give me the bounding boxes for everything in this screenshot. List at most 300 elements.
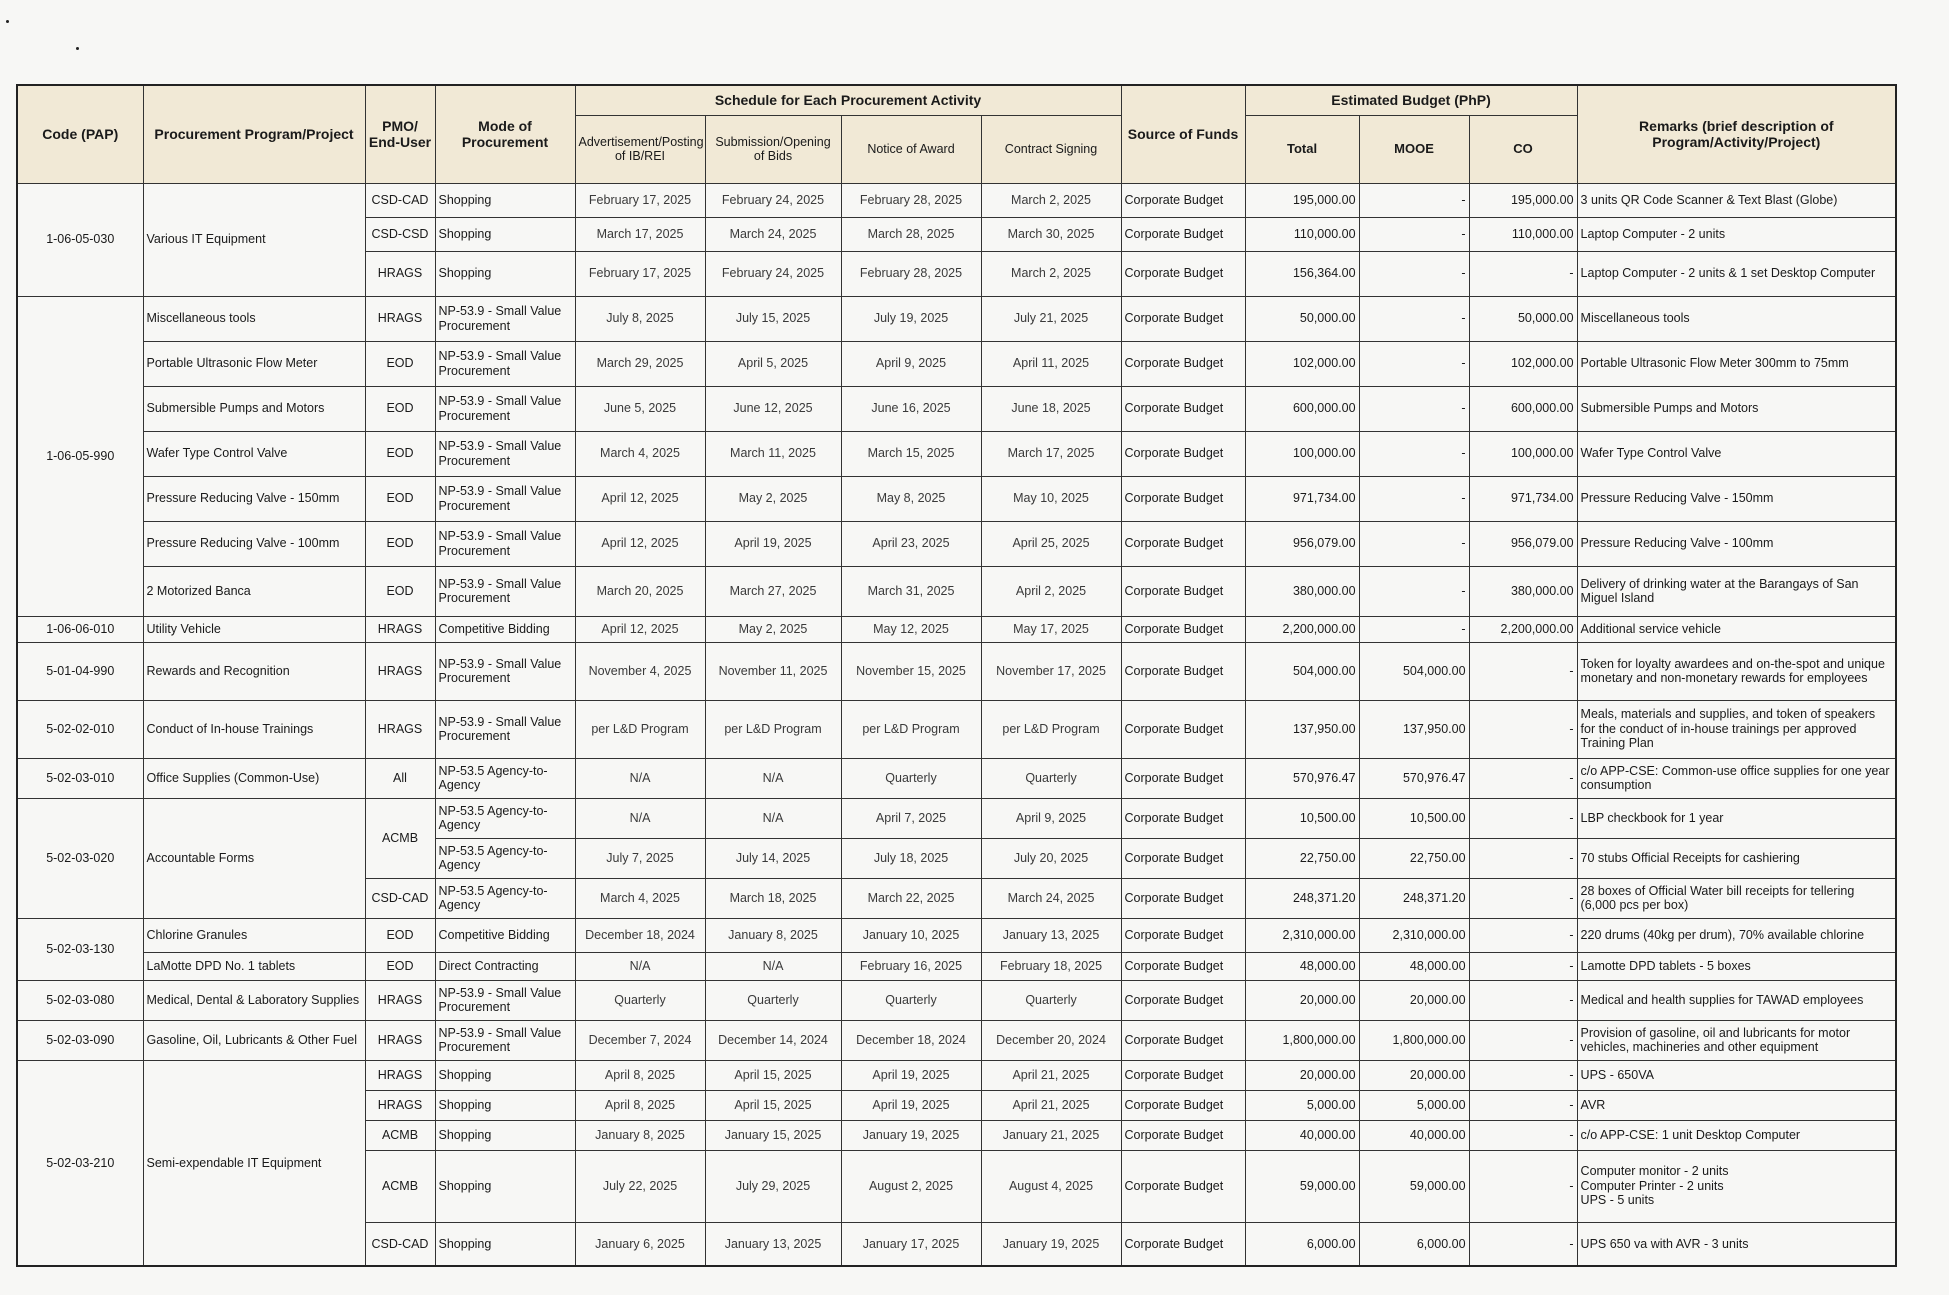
- cell-remarks: c/o APP-CSE: 1 unit Desktop Computer: [1577, 1120, 1896, 1150]
- cell-notice-of-award-date: April 7, 2025: [841, 798, 981, 838]
- cell-source-of-funds: Corporate Budget: [1121, 1090, 1245, 1120]
- cell-code: 5-02-03-090: [17, 1020, 143, 1060]
- cell-source-of-funds: Corporate Budget: [1121, 183, 1245, 217]
- cell-co: -: [1469, 838, 1577, 878]
- cell-source-of-funds: Corporate Budget: [1121, 980, 1245, 1020]
- cell-advertisement-date: December 7, 2024: [575, 1020, 705, 1060]
- cell-submission-date: November 11, 2025: [705, 642, 841, 700]
- cell-mode: Direct Contracting: [435, 952, 575, 980]
- cell-contract-signing-date: July 21, 2025: [981, 296, 1121, 341]
- cell-program: Medical, Dental & Laboratory Supplies: [143, 980, 365, 1020]
- cell-contract-signing-date: Quarterly: [981, 758, 1121, 798]
- cell-program: Pressure Reducing Valve - 100mm: [143, 521, 365, 566]
- cell-co: 971,734.00: [1469, 476, 1577, 521]
- cell-contract-signing-date: April 11, 2025: [981, 341, 1121, 386]
- cell-contract-signing-date: April 2, 2025: [981, 566, 1121, 616]
- cell-remarks: Delivery of drinking water at the Barangays of San Miguel Island: [1577, 566, 1896, 616]
- table-row: [17, 431, 1896, 476]
- header-mooe: MOOE: [1359, 115, 1469, 183]
- cell-code: 5-02-03-020: [17, 798, 143, 918]
- cell-mooe: 6,000.00: [1359, 1222, 1469, 1266]
- cell-mode: Competitive Bidding: [435, 918, 575, 952]
- cell-co: 50,000.00: [1469, 296, 1577, 341]
- cell-mode: NP-53.5 Agency-to-Agency: [435, 798, 575, 838]
- cell-notice-of-award-date: November 15, 2025: [841, 642, 981, 700]
- cell-submission-date: N/A: [705, 798, 841, 838]
- cell-submission-date: February 24, 2025: [705, 183, 841, 217]
- cell-total: 2,310,000.00: [1245, 918, 1359, 952]
- cell-contract-signing-date: May 10, 2025: [981, 476, 1121, 521]
- cell-advertisement-date: January 6, 2025: [575, 1222, 705, 1266]
- cell-mooe: -: [1359, 431, 1469, 476]
- cell-notice-of-award-date: December 18, 2024: [841, 1020, 981, 1060]
- cell-advertisement-date: March 20, 2025: [575, 566, 705, 616]
- cell-contract-signing-date: December 20, 2024: [981, 1020, 1121, 1060]
- cell-source-of-funds: Corporate Budget: [1121, 1222, 1245, 1266]
- cell-mooe: 2,310,000.00: [1359, 918, 1469, 952]
- cell-source-of-funds: Corporate Budget: [1121, 566, 1245, 616]
- cell-source-of-funds: Corporate Budget: [1121, 1120, 1245, 1150]
- cell-notice-of-award-date: May 8, 2025: [841, 476, 981, 521]
- cell-advertisement-date: July 7, 2025: [575, 838, 705, 878]
- cell-pmo: EOD: [365, 566, 435, 616]
- header-code: Code (PAP): [17, 85, 143, 183]
- cell-remarks: Pressure Reducing Valve - 100mm: [1577, 521, 1896, 566]
- cell-submission-date: May 2, 2025: [705, 616, 841, 642]
- cell-program: Chlorine Granules: [143, 918, 365, 952]
- cell-total: 40,000.00: [1245, 1120, 1359, 1150]
- header-remarks: Remarks (brief description of Program/Activity/Project): [1577, 85, 1896, 183]
- cell-co: 2,200,000.00: [1469, 616, 1577, 642]
- cell-remarks: Token for loyalty awardees and on-the-spot and unique monetary and non-monetary rewards for employees: [1577, 642, 1896, 700]
- cell-submission-date: December 14, 2024: [705, 1020, 841, 1060]
- table-row: [17, 1060, 1896, 1090]
- cell-source-of-funds: Corporate Budget: [1121, 918, 1245, 952]
- cell-mode: NP-53.9 - Small Value Procurement: [435, 980, 575, 1020]
- cell-notice-of-award-date: January 10, 2025: [841, 918, 981, 952]
- cell-remarks: 70 stubs Official Receipts for cashiering: [1577, 838, 1896, 878]
- cell-mode: NP-53.9 - Small Value Procurement: [435, 476, 575, 521]
- cell-pmo: EOD: [365, 952, 435, 980]
- cell-source-of-funds: Corporate Budget: [1121, 1060, 1245, 1090]
- cell-total: 102,000.00: [1245, 341, 1359, 386]
- cell-mode: NP-53.9 - Small Value Procurement: [435, 431, 575, 476]
- cell-program: Semi-expendable IT Equipment: [143, 1060, 365, 1266]
- cell-total: 100,000.00: [1245, 431, 1359, 476]
- cell-pmo: CSD-CSD: [365, 217, 435, 251]
- cell-mooe: 5,000.00: [1359, 1090, 1469, 1120]
- cell-total: 2,200,000.00: [1245, 616, 1359, 642]
- cell-co: 956,079.00: [1469, 521, 1577, 566]
- cell-mode: NP-53.5 Agency-to-Agency: [435, 878, 575, 918]
- cell-contract-signing-date: per L&D Program: [981, 700, 1121, 758]
- cell-notice-of-award-date: June 16, 2025: [841, 386, 981, 431]
- cell-program: Rewards and Recognition: [143, 642, 365, 700]
- cell-pmo: ACMB: [365, 1150, 435, 1222]
- table-row: [17, 758, 1896, 798]
- cell-pmo: EOD: [365, 431, 435, 476]
- table-row: [17, 642, 1896, 700]
- cell-mode: NP-53.9 - Small Value Procurement: [435, 341, 575, 386]
- cell-notice-of-award-date: March 31, 2025: [841, 566, 981, 616]
- cell-pmo: HRAGS: [365, 642, 435, 700]
- cell-contract-signing-date: March 17, 2025: [981, 431, 1121, 476]
- cell-total: 20,000.00: [1245, 980, 1359, 1020]
- cell-contract-signing-date: March 24, 2025: [981, 878, 1121, 918]
- cell-source-of-funds: Corporate Budget: [1121, 251, 1245, 296]
- cell-notice-of-award-date: August 2, 2025: [841, 1150, 981, 1222]
- cell-submission-date: July 15, 2025: [705, 296, 841, 341]
- cell-notice-of-award-date: Quarterly: [841, 980, 981, 1020]
- table-row: [17, 183, 1896, 217]
- cell-mode: Competitive Bidding: [435, 616, 575, 642]
- cell-source-of-funds: Corporate Budget: [1121, 476, 1245, 521]
- cell-mooe: -: [1359, 251, 1469, 296]
- cell-pmo: HRAGS: [365, 1090, 435, 1120]
- cell-pmo: EOD: [365, 476, 435, 521]
- cell-co: -: [1469, 1222, 1577, 1266]
- cell-notice-of-award-date: April 19, 2025: [841, 1060, 981, 1090]
- table-body: [17, 183, 1896, 1266]
- cell-mooe: 20,000.00: [1359, 980, 1469, 1020]
- cell-source-of-funds: Corporate Budget: [1121, 642, 1245, 700]
- cell-remarks: 3 units QR Code Scanner & Text Blast (Globe): [1577, 183, 1896, 217]
- cell-contract-signing-date: February 18, 2025: [981, 952, 1121, 980]
- cell-program: Miscellaneous tools: [143, 296, 365, 341]
- cell-source-of-funds: Corporate Budget: [1121, 1150, 1245, 1222]
- cell-submission-date: April 5, 2025: [705, 341, 841, 386]
- cell-advertisement-date: March 29, 2025: [575, 341, 705, 386]
- cell-submission-date: January 8, 2025: [705, 918, 841, 952]
- cell-advertisement-date: November 4, 2025: [575, 642, 705, 700]
- cell-contract-signing-date: April 25, 2025: [981, 521, 1121, 566]
- cell-contract-signing-date: July 20, 2025: [981, 838, 1121, 878]
- cell-mode: Shopping: [435, 1060, 575, 1090]
- cell-submission-date: March 27, 2025: [705, 566, 841, 616]
- procurement-plan-table: [16, 84, 1897, 1267]
- cell-mode: Shopping: [435, 1120, 575, 1150]
- cell-source-of-funds: Corporate Budget: [1121, 700, 1245, 758]
- cell-mode: NP-53.5 Agency-to-Agency: [435, 838, 575, 878]
- header-pmo: PMO/ End-User: [365, 85, 435, 183]
- cell-mode: NP-53.9 - Small Value Procurement: [435, 521, 575, 566]
- cell-contract-signing-date: March 30, 2025: [981, 217, 1121, 251]
- header-budget: Estimated Budget (PhP): [1245, 85, 1577, 115]
- cell-submission-date: March 11, 2025: [705, 431, 841, 476]
- cell-total: 22,750.00: [1245, 838, 1359, 878]
- cell-co: 102,000.00: [1469, 341, 1577, 386]
- table-row: [17, 341, 1896, 386]
- header-notice-of-award: Notice of Award: [841, 115, 981, 183]
- cell-source-of-funds: Corporate Budget: [1121, 838, 1245, 878]
- cell-program: Pressure Reducing Valve - 150mm: [143, 476, 365, 521]
- cell-mode: NP-53.9 - Small Value Procurement: [435, 1020, 575, 1060]
- cell-source-of-funds: Corporate Budget: [1121, 431, 1245, 476]
- cell-pmo: All: [365, 758, 435, 798]
- cell-pmo: CSD-CAD: [365, 1222, 435, 1266]
- cell-remarks: 220 drums (40kg per drum), 70% available chlorine: [1577, 918, 1896, 952]
- table-header: [17, 85, 1896, 183]
- cell-pmo: EOD: [365, 341, 435, 386]
- scan-speck: [76, 47, 79, 50]
- cell-source-of-funds: Corporate Budget: [1121, 616, 1245, 642]
- cell-source-of-funds: Corporate Budget: [1121, 386, 1245, 431]
- cell-mooe: 137,950.00: [1359, 700, 1469, 758]
- cell-mode: Shopping: [435, 183, 575, 217]
- cell-notice-of-award-date: per L&D Program: [841, 700, 981, 758]
- cell-co: 100,000.00: [1469, 431, 1577, 476]
- cell-remarks: Lamotte DPD tablets - 5 boxes: [1577, 952, 1896, 980]
- cell-pmo: HRAGS: [365, 1020, 435, 1060]
- cell-advertisement-date: July 8, 2025: [575, 296, 705, 341]
- cell-submission-date: March 24, 2025: [705, 217, 841, 251]
- cell-submission-date: February 24, 2025: [705, 251, 841, 296]
- cell-advertisement-date: April 8, 2025: [575, 1060, 705, 1090]
- cell-pmo: CSD-CAD: [365, 878, 435, 918]
- cell-mode: Shopping: [435, 1222, 575, 1266]
- cell-mooe: -: [1359, 616, 1469, 642]
- cell-source-of-funds: Corporate Budget: [1121, 952, 1245, 980]
- cell-advertisement-date: March 4, 2025: [575, 878, 705, 918]
- header-contract-signing: Contract Signing: [981, 115, 1121, 183]
- cell-advertisement-date: June 5, 2025: [575, 386, 705, 431]
- cell-pmo: ACMB: [365, 1120, 435, 1150]
- cell-source-of-funds: Corporate Budget: [1121, 758, 1245, 798]
- cell-remarks: Laptop Computer - 2 units: [1577, 217, 1896, 251]
- table-row: [17, 700, 1896, 758]
- cell-remarks: Additional service vehicle: [1577, 616, 1896, 642]
- cell-program: Various IT Equipment: [143, 183, 365, 296]
- table-row: [17, 918, 1896, 952]
- cell-code: 5-02-03-080: [17, 980, 143, 1020]
- cell-code: 5-02-03-010: [17, 758, 143, 798]
- cell-co: -: [1469, 1020, 1577, 1060]
- cell-mooe: 59,000.00: [1359, 1150, 1469, 1222]
- cell-pmo: EOD: [365, 386, 435, 431]
- table-row: [17, 980, 1896, 1020]
- header-co: CO: [1469, 115, 1577, 183]
- cell-remarks: Laptop Computer - 2 units & 1 set Desktop Computer: [1577, 251, 1896, 296]
- cell-mooe: 10,500.00: [1359, 798, 1469, 838]
- cell-code: 5-02-02-010: [17, 700, 143, 758]
- cell-program: Wafer Type Control Valve: [143, 431, 365, 476]
- cell-co: -: [1469, 952, 1577, 980]
- cell-pmo: HRAGS: [365, 980, 435, 1020]
- cell-notice-of-award-date: April 23, 2025: [841, 521, 981, 566]
- cell-notice-of-award-date: Quarterly: [841, 758, 981, 798]
- cell-remarks: Provision of gasoline, oil and lubricants for motor vehicles, machineries and other equipment: [1577, 1020, 1896, 1060]
- cell-notice-of-award-date: April 19, 2025: [841, 1090, 981, 1120]
- cell-total: 5,000.00: [1245, 1090, 1359, 1120]
- cell-co: -: [1469, 980, 1577, 1020]
- header-schedule: Schedule for Each Procurement Activity: [575, 85, 1121, 115]
- cell-co: -: [1469, 700, 1577, 758]
- cell-remarks: Portable Ultrasonic Flow Meter 300mm to 75mm: [1577, 341, 1896, 386]
- cell-code: 5-02-03-130: [17, 918, 143, 980]
- cell-remarks: Submersible Pumps and Motors: [1577, 386, 1896, 431]
- cell-source-of-funds: Corporate Budget: [1121, 341, 1245, 386]
- cell-mode: Shopping: [435, 1090, 575, 1120]
- cell-pmo: HRAGS: [365, 700, 435, 758]
- cell-pmo: HRAGS: [365, 1060, 435, 1090]
- cell-source-of-funds: Corporate Budget: [1121, 798, 1245, 838]
- cell-co: -: [1469, 251, 1577, 296]
- cell-contract-signing-date: April 21, 2025: [981, 1060, 1121, 1090]
- cell-source-of-funds: Corporate Budget: [1121, 296, 1245, 341]
- cell-advertisement-date: March 4, 2025: [575, 431, 705, 476]
- cell-total: 195,000.00: [1245, 183, 1359, 217]
- cell-code: 1-06-05-030: [17, 183, 143, 296]
- cell-advertisement-date: December 18, 2024: [575, 918, 705, 952]
- cell-code: 5-01-04-990: [17, 642, 143, 700]
- cell-pmo: HRAGS: [365, 616, 435, 642]
- cell-notice-of-award-date: April 9, 2025: [841, 341, 981, 386]
- cell-mooe: -: [1359, 296, 1469, 341]
- cell-advertisement-date: N/A: [575, 798, 705, 838]
- cell-notice-of-award-date: March 28, 2025: [841, 217, 981, 251]
- cell-advertisement-date: July 22, 2025: [575, 1150, 705, 1222]
- cell-advertisement-date: February 17, 2025: [575, 183, 705, 217]
- cell-mode: NP-53.9 - Small Value Procurement: [435, 700, 575, 758]
- table-row: [17, 296, 1896, 341]
- cell-contract-signing-date: January 13, 2025: [981, 918, 1121, 952]
- cell-mooe: -: [1359, 566, 1469, 616]
- cell-notice-of-award-date: March 15, 2025: [841, 431, 981, 476]
- cell-mooe: 40,000.00: [1359, 1120, 1469, 1150]
- cell-submission-date: per L&D Program: [705, 700, 841, 758]
- cell-total: 1,800,000.00: [1245, 1020, 1359, 1060]
- cell-contract-signing-date: March 2, 2025: [981, 251, 1121, 296]
- cell-remarks: c/o APP-CSE: Common-use office supplies for one year consumption: [1577, 758, 1896, 798]
- cell-submission-date: July 29, 2025: [705, 1150, 841, 1222]
- cell-co: -: [1469, 642, 1577, 700]
- header-total: Total: [1245, 115, 1359, 183]
- cell-submission-date: July 14, 2025: [705, 838, 841, 878]
- cell-program: Submersible Pumps and Motors: [143, 386, 365, 431]
- cell-remarks: Computer monitor - 2 units Computer Printer - 2 units UPS - 5 units: [1577, 1150, 1896, 1222]
- table-row: [17, 476, 1896, 521]
- cell-source-of-funds: Corporate Budget: [1121, 217, 1245, 251]
- cell-total: 137,950.00: [1245, 700, 1359, 758]
- cell-mode: NP-53.9 - Small Value Procurement: [435, 566, 575, 616]
- table-row: [17, 798, 1896, 838]
- cell-co: 600,000.00: [1469, 386, 1577, 431]
- cell-total: 248,371.20: [1245, 878, 1359, 918]
- cell-advertisement-date: N/A: [575, 758, 705, 798]
- cell-pmo: EOD: [365, 521, 435, 566]
- cell-total: 10,500.00: [1245, 798, 1359, 838]
- table-row: [17, 1020, 1896, 1060]
- cell-program: Gasoline, Oil, Lubricants & Other Fuel: [143, 1020, 365, 1060]
- cell-pmo: EOD: [365, 918, 435, 952]
- cell-mooe: -: [1359, 521, 1469, 566]
- cell-mooe: -: [1359, 341, 1469, 386]
- cell-total: 600,000.00: [1245, 386, 1359, 431]
- cell-contract-signing-date: August 4, 2025: [981, 1150, 1121, 1222]
- cell-notice-of-award-date: May 12, 2025: [841, 616, 981, 642]
- cell-total: 504,000.00: [1245, 642, 1359, 700]
- cell-contract-signing-date: January 19, 2025: [981, 1222, 1121, 1266]
- header-mode: Mode of Procurement: [435, 85, 575, 183]
- cell-notice-of-award-date: February 16, 2025: [841, 952, 981, 980]
- cell-remarks: Pressure Reducing Valve - 150mm: [1577, 476, 1896, 521]
- cell-code: 5-02-03-210: [17, 1060, 143, 1266]
- cell-mooe: 504,000.00: [1359, 642, 1469, 700]
- cell-co: -: [1469, 1090, 1577, 1120]
- cell-contract-signing-date: March 2, 2025: [981, 183, 1121, 217]
- cell-notice-of-award-date: February 28, 2025: [841, 251, 981, 296]
- cell-mooe: -: [1359, 217, 1469, 251]
- cell-remarks: Medical and health supplies for TAWAD employees: [1577, 980, 1896, 1020]
- cell-co: -: [1469, 798, 1577, 838]
- cell-advertisement-date: per L&D Program: [575, 700, 705, 758]
- cell-submission-date: N/A: [705, 758, 841, 798]
- cell-total: 20,000.00: [1245, 1060, 1359, 1090]
- scan-speck: [6, 20, 9, 23]
- cell-notice-of-award-date: July 19, 2025: [841, 296, 981, 341]
- cell-advertisement-date: April 12, 2025: [575, 476, 705, 521]
- cell-program: 2 Motorized Banca: [143, 566, 365, 616]
- cell-mode: NP-53.5 Agency-to-Agency: [435, 758, 575, 798]
- cell-program: Utility Vehicle: [143, 616, 365, 642]
- cell-pmo: CSD-CAD: [365, 183, 435, 217]
- cell-notice-of-award-date: January 17, 2025: [841, 1222, 981, 1266]
- cell-advertisement-date: April 8, 2025: [575, 1090, 705, 1120]
- cell-notice-of-award-date: March 22, 2025: [841, 878, 981, 918]
- header-source: Source of Funds: [1121, 85, 1245, 183]
- header-submission: Submission/Opening of Bids: [705, 115, 841, 183]
- cell-contract-signing-date: April 21, 2025: [981, 1090, 1121, 1120]
- cell-submission-date: January 13, 2025: [705, 1222, 841, 1266]
- header-program: Procurement Program/Project: [143, 85, 365, 183]
- cell-mooe: -: [1359, 386, 1469, 431]
- table-row: [17, 616, 1896, 642]
- cell-advertisement-date: January 8, 2025: [575, 1120, 705, 1150]
- cell-submission-date: April 15, 2025: [705, 1060, 841, 1090]
- cell-advertisement-date: Quarterly: [575, 980, 705, 1020]
- header-advertisement: Advertisement/Posting of IB/REI: [575, 115, 705, 183]
- cell-mode: NP-53.9 - Small Value Procurement: [435, 642, 575, 700]
- cell-total: 59,000.00: [1245, 1150, 1359, 1222]
- cell-advertisement-date: N/A: [575, 952, 705, 980]
- cell-contract-signing-date: April 9, 2025: [981, 798, 1121, 838]
- cell-contract-signing-date: June 18, 2025: [981, 386, 1121, 431]
- cell-submission-date: April 15, 2025: [705, 1090, 841, 1120]
- cell-source-of-funds: Corporate Budget: [1121, 521, 1245, 566]
- cell-remarks: LBP checkbook for 1 year: [1577, 798, 1896, 838]
- cell-notice-of-award-date: February 28, 2025: [841, 183, 981, 217]
- cell-mooe: 570,976.47: [1359, 758, 1469, 798]
- cell-advertisement-date: March 17, 2025: [575, 217, 705, 251]
- cell-program: Conduct of In-house Trainings: [143, 700, 365, 758]
- table-row: [17, 952, 1896, 980]
- cell-advertisement-date: April 12, 2025: [575, 616, 705, 642]
- cell-remarks: Wafer Type Control Valve: [1577, 431, 1896, 476]
- cell-submission-date: May 2, 2025: [705, 476, 841, 521]
- cell-source-of-funds: Corporate Budget: [1121, 878, 1245, 918]
- cell-co: -: [1469, 1060, 1577, 1090]
- cell-co: -: [1469, 1150, 1577, 1222]
- cell-remarks: Miscellaneous tools: [1577, 296, 1896, 341]
- cell-total: 380,000.00: [1245, 566, 1359, 616]
- cell-submission-date: June 12, 2025: [705, 386, 841, 431]
- cell-total: 156,364.00: [1245, 251, 1359, 296]
- cell-co: 380,000.00: [1469, 566, 1577, 616]
- cell-mooe: -: [1359, 183, 1469, 217]
- cell-mooe: 20,000.00: [1359, 1060, 1469, 1090]
- cell-contract-signing-date: May 17, 2025: [981, 616, 1121, 642]
- cell-program: LaMotte DPD No. 1 tablets: [143, 952, 365, 980]
